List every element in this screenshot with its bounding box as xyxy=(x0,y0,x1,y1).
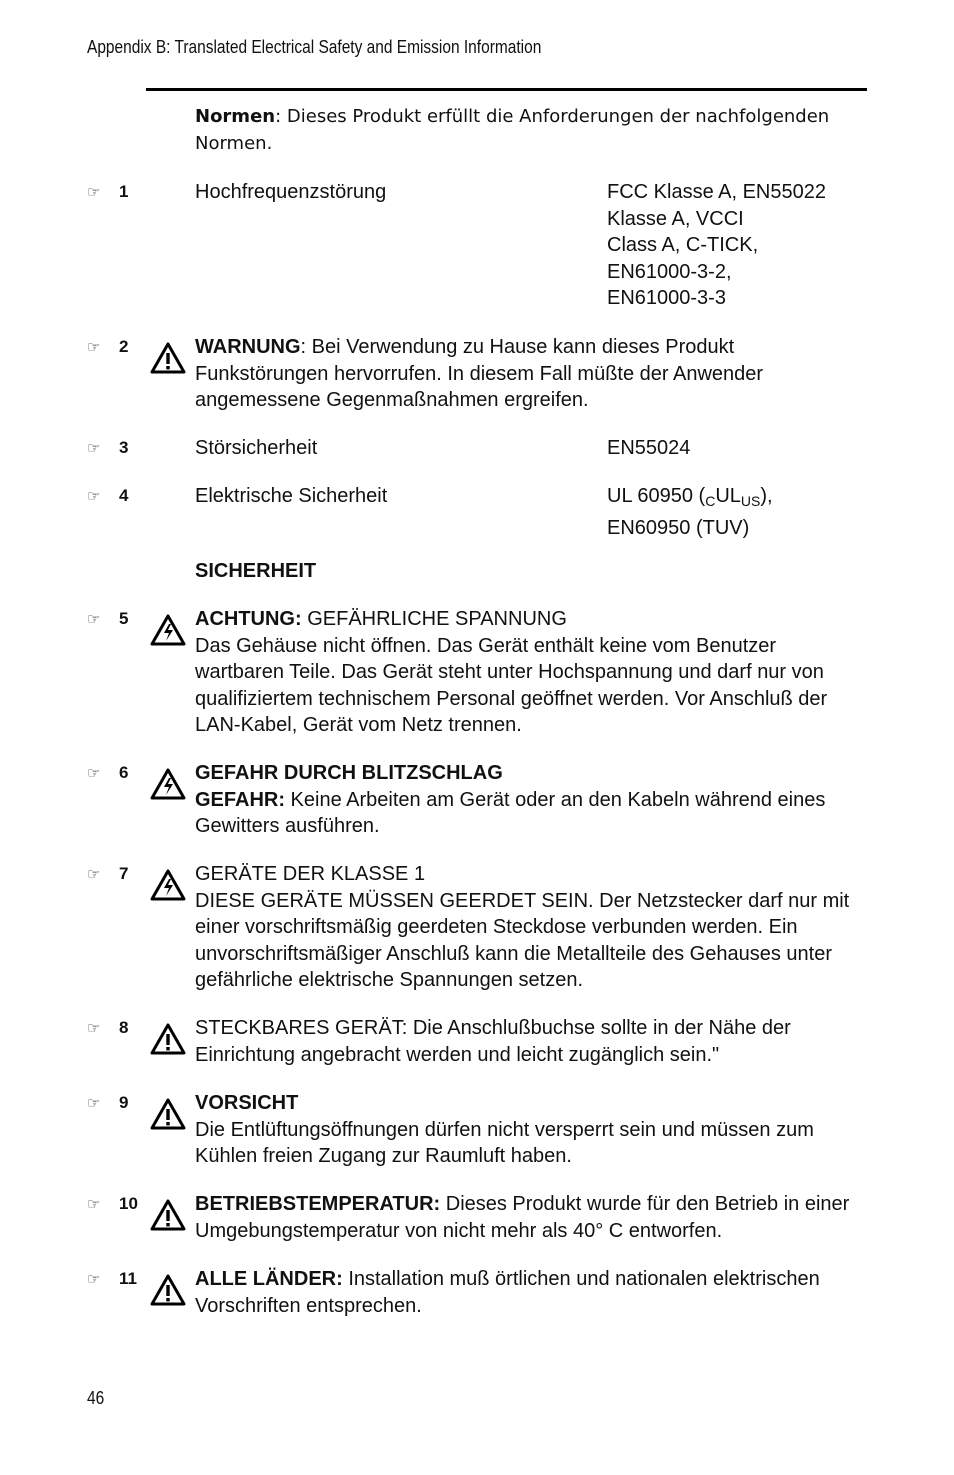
item-marker xyxy=(87,179,128,207)
item-marker xyxy=(87,334,128,362)
item-text: STECKBARES GERÄT: Die Anschlußbuchse sollte in der Nähe der Einrichtung angebracht werden und leicht zugänglich sein." xyxy=(195,1017,791,1066)
item-body: Installation muß örtlichen und nationalen elektrischen Vorschriften entsprechen. xyxy=(195,1268,820,1317)
header-rule xyxy=(146,88,867,91)
item-title: VORSICHT xyxy=(195,1092,299,1114)
intro-label: Normen xyxy=(195,106,276,127)
item-number: 3 xyxy=(119,438,129,457)
item-body xyxy=(195,787,865,840)
item-marker xyxy=(87,861,128,889)
item-bold-label: WARNUNG xyxy=(195,336,301,358)
item-text xyxy=(195,334,865,414)
warning-icon xyxy=(150,1098,186,1130)
section-heading: SICHERHEIT xyxy=(195,560,317,582)
item-title xyxy=(195,606,865,633)
item-number: 1 xyxy=(119,182,129,201)
item-text xyxy=(195,861,865,994)
item-title-rest: GEFÄHRLICHE SPANNUNG xyxy=(301,608,567,630)
spec-line: FCC Klasse A, EN55022 xyxy=(607,181,826,203)
item-body: DIESE GERÄTE MÜSSEN GEERDET SEIN. Der Netzstecker darf nur mit einer vorschriftsmäßig geerdeten Steckdose verbunden werden. Ein unvorschriftsmäßiger Anschluß kann die Metallteile des Gehauses unter gefährliche elektrische Spannungen setzen. xyxy=(195,889,850,991)
item-number: 4 xyxy=(119,486,129,505)
pointing-hand-icon: ☞ xyxy=(87,1271,101,1288)
item-text xyxy=(195,1191,865,1244)
item-spec xyxy=(607,483,867,541)
item-bold-label: GEFAHR: xyxy=(195,788,285,811)
warning-icon xyxy=(150,1199,186,1231)
item-number: 6 xyxy=(119,763,129,782)
spec-line: EN60950 (TUV) xyxy=(607,516,750,539)
item-bold-label: ALLE LÄNDER: xyxy=(195,1268,343,1290)
item-text xyxy=(195,606,865,739)
pointing-hand-icon: ☞ xyxy=(87,339,101,356)
spec-subscript: US xyxy=(740,493,761,509)
item-body: Dieses Produkt wurde für den Betrieb in einer Umgebungstemperatur von nicht mehr als 40° C entworfen. xyxy=(195,1193,850,1242)
pointing-hand-icon: ☞ xyxy=(87,488,101,505)
item-label: Störsicherheit xyxy=(195,437,318,459)
item-marker xyxy=(87,760,128,788)
spec-line xyxy=(607,483,867,515)
item-spec: EN55024 xyxy=(607,437,691,459)
warning-icon xyxy=(150,1274,186,1306)
item-marker xyxy=(87,483,128,511)
page-number: 46 xyxy=(87,1388,105,1408)
item-number: 2 xyxy=(119,337,129,356)
page-header: Appendix B: Translated Electrical Safety and Emission Information xyxy=(87,37,542,57)
intro-text: : Dieses Produkt erfüllt die Anforderungen der nachfolgenden Normen. xyxy=(195,106,830,154)
pointing-hand-icon: ☞ xyxy=(87,866,101,883)
item-marker xyxy=(87,606,128,634)
item-marker xyxy=(87,435,128,463)
item-number: 8 xyxy=(119,1018,129,1037)
pointing-hand-icon: ☞ xyxy=(87,184,101,201)
item-text xyxy=(195,1090,865,1170)
item-title: GERÄTE DER KLASSE 1 xyxy=(195,863,426,885)
spec-subscript: C xyxy=(705,493,716,509)
item-number: 9 xyxy=(119,1093,129,1112)
high-voltage-icon xyxy=(150,869,186,901)
item-marker xyxy=(87,1191,138,1219)
pointing-hand-icon: ☞ xyxy=(87,1095,101,1112)
warning-icon xyxy=(150,1023,186,1055)
item-marker xyxy=(87,1266,137,1294)
item-bold-label: ACHTUNG: xyxy=(195,608,302,630)
spec-text: UL xyxy=(715,485,741,507)
item-marker xyxy=(87,1090,128,1118)
item-body: Das Gehäuse nicht öffnen. Das Gerät enthält keine vom Benutzer wartbaren Teile. Das Gerät steht unter Hochspannung und darf nur von qualifiziertem technischem Personal geöffnet werden. Vor Anschluß der LAN-Kabel, Gerät vom Netz trennen. xyxy=(195,634,828,736)
item-title: GEFAHR DURCH BLITZSCHLAG xyxy=(195,762,503,784)
item-body: : Bei Verwendung zu Hause kann dieses Produkt Funkstörungen hervorrufen. In diesem Fall müßte der Anwender angemessene Gegenmaßnahmen ergreifen. xyxy=(195,336,764,411)
standards-intro xyxy=(195,104,855,157)
item-body-text: Keine Arbeiten am Gerät oder an den Kabeln während eines Gewitters ausführen. xyxy=(195,788,826,837)
item-number: 7 xyxy=(119,864,129,883)
pointing-hand-icon: ☞ xyxy=(87,1196,101,1213)
item-text xyxy=(195,1266,865,1319)
spec-text: ), xyxy=(760,485,773,507)
item-spec xyxy=(607,179,867,312)
pointing-hand-icon: ☞ xyxy=(87,765,101,782)
pointing-hand-icon: ☞ xyxy=(87,1020,101,1037)
item-number: 5 xyxy=(119,609,129,628)
item-number: 10 xyxy=(119,1194,138,1213)
high-voltage-icon xyxy=(150,768,186,800)
spec-line: EN61000-3-2, xyxy=(607,260,732,283)
spec-line: Klasse A, VCCI xyxy=(607,207,744,230)
spec-line: EN61000-3-3 xyxy=(607,287,726,309)
item-marker xyxy=(87,1015,128,1043)
high-voltage-icon xyxy=(150,614,186,646)
item-text xyxy=(195,760,865,840)
spec-text: UL 60950 ( xyxy=(607,485,706,507)
spec-line: Class A, C-TICK, xyxy=(607,234,759,256)
item-number: 11 xyxy=(119,1269,137,1288)
item-label: Elektrische Sicherheit xyxy=(195,485,388,507)
pointing-hand-icon: ☞ xyxy=(87,440,101,457)
warning-icon xyxy=(150,342,186,374)
pointing-hand-icon: ☞ xyxy=(87,611,101,628)
item-body: Die Entlüftungsöffnungen dürfen nicht versperrt sein und müssen zum Kühlen freien Zugang zur Raumluft haben. xyxy=(195,1118,814,1167)
item-label: Hochfrequenzstörung xyxy=(195,181,387,203)
item-bold-label: BETRIEBSTEMPERATUR: xyxy=(195,1193,441,1215)
